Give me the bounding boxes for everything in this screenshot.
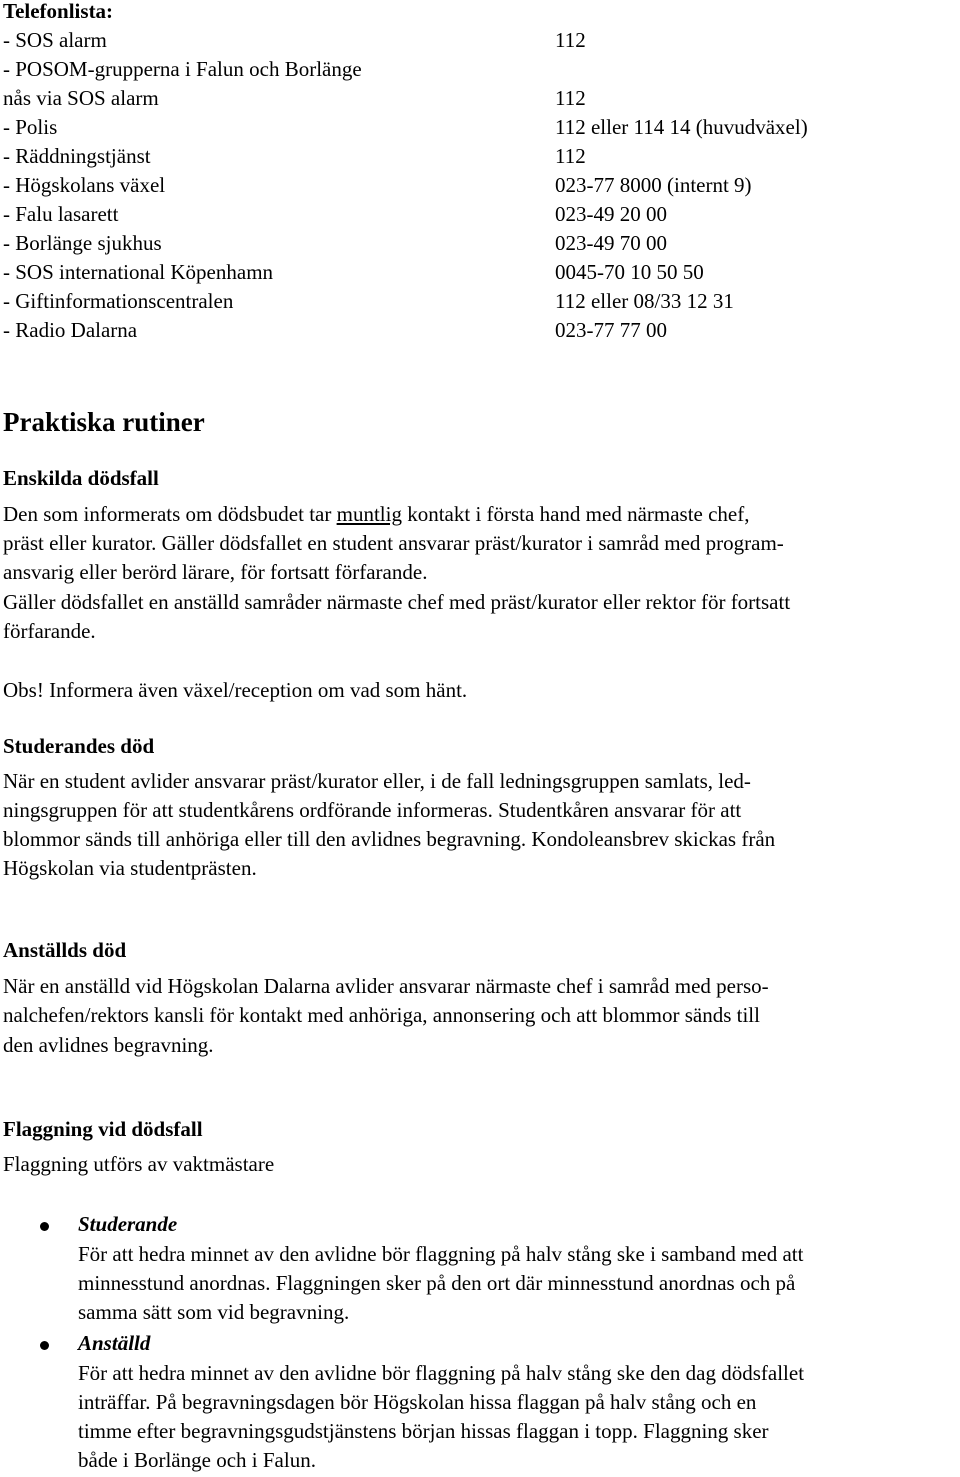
phone-row-name: - SOS alarm xyxy=(3,28,107,52)
employee-death-line: den avlidnes begravning. xyxy=(3,1033,214,1057)
phone-row-name: - POSOM-grupperna i Falun och Borlänge xyxy=(3,57,362,81)
individual-line: ansvarig eller berörd lärare, för fortsatt förfarande. xyxy=(3,560,428,584)
individual-heading: Enskilda dödsfall xyxy=(3,466,159,490)
bullet-icon xyxy=(40,1341,49,1350)
employee-death-line: När en anställd vid Högskolan Dalarna avlider ansvarar närmaste chef i samråd med perso- xyxy=(3,974,769,998)
phone-row-name: - SOS international Köpenhamn xyxy=(3,260,274,284)
phone-row-name: - Falu lasarett xyxy=(3,202,119,226)
flagging-heading: Flaggning vid dödsfall xyxy=(3,1117,203,1141)
employee-death-line: nalchefen/rektors kansli för kontakt med anhöriga, annonsering och att blommor sänds till xyxy=(3,1003,760,1027)
flagging-intro: Flaggning utförs av vaktmästare xyxy=(3,1152,275,1176)
flagging-item-line: minnesstund anordnas. Flaggningen sker på den ort där minnesstund anordnas och på xyxy=(78,1271,796,1295)
flagging-item-line: För att hedra minnet av den avlidne bör flaggning på halv stång ske i samband med att xyxy=(78,1242,804,1266)
flagging-item-line: både i Borlänge och i Falun. xyxy=(78,1448,316,1472)
individual-note: Obs! Informera även växel/reception om vad som hänt. xyxy=(3,678,468,702)
section-title: Praktiska rutiner xyxy=(3,407,205,437)
phone-row-name: - Högskolans växel xyxy=(3,173,166,197)
individual-line-text: kontakt i första hand med närmaste chef, xyxy=(401,502,750,526)
individual-line: Gäller dödsfallet en anställd samråder närmaste chef med präst/kurator eller rektor för fortsatt xyxy=(3,590,791,614)
student-death-line: blommor sänds till anhöriga eller till den avlidnes begravning. Kondoleansbrev skickas från xyxy=(3,827,776,851)
phone-row-number: 023-49 70 00 xyxy=(555,231,667,255)
student-death-heading: Studerandes död xyxy=(3,734,155,758)
emphasis-muntlig: muntlig xyxy=(336,502,402,526)
phone-row-name: - Borlänge sjukhus xyxy=(3,231,162,255)
phone-row-name: nås via SOS alarm xyxy=(3,86,159,110)
phone-row-number: 023-49 20 00 xyxy=(555,202,667,226)
phone-row-number: 0045-70 10 50 50 xyxy=(555,260,704,284)
student-death-line: När en student avlider ansvarar präst/kurator eller, i de fall ledningsgruppen samlats, led- xyxy=(3,769,751,793)
phone-row-name: - Giftinformationscentralen xyxy=(3,289,234,313)
individual-line: präst eller kurator. Gäller dödsfallet en student ansvarar präst/kurator i samråd med program- xyxy=(3,531,784,555)
phone-row-number: 112 xyxy=(555,144,586,168)
phone-row-name: - Räddningstjänst xyxy=(3,144,151,168)
flagging-item-line: samma sätt som vid begravning. xyxy=(78,1300,350,1324)
phone-row-number: 112 eller 114 14 (huvudväxel) xyxy=(555,115,808,139)
individual-line: förfarande. xyxy=(3,619,96,643)
flagging-item-label: Studerande xyxy=(78,1212,178,1236)
flagging-item-label: Anställd xyxy=(78,1331,151,1355)
individual-line-text: Den som informerats om dödsbudet tar xyxy=(3,502,337,526)
bullet-icon xyxy=(40,1222,49,1231)
phone-row-number: 023-77 8000 (internt 9) xyxy=(555,173,752,197)
flagging-item-line: timme efter begravningsgudstjänstens början hissas flaggan i topp. Flaggning sker xyxy=(78,1419,769,1443)
phone-row-number: 112 xyxy=(555,28,586,52)
employee-death-heading: Anställds död xyxy=(3,938,127,962)
student-death-line: ningsgruppen för att studentkårens ordförande informeras. Studentkåren ansvarar för att xyxy=(3,798,742,822)
flagging-item-line: inträffar. På begravningsdagen bör Högskolan hissa flaggan på halv stång och en xyxy=(78,1390,757,1414)
phone-row-number: 112 eller 08/33 12 31 xyxy=(555,289,734,313)
flagging-item-line: För att hedra minnet av den avlidne bör flaggning på halv stång ske den dag dödsfallet xyxy=(78,1361,805,1385)
phone-list-title: Telefonlista: xyxy=(3,0,114,23)
phone-row-number: 023-77 77 00 xyxy=(555,318,667,342)
phone-row-name: - Radio Dalarna xyxy=(3,318,138,342)
student-death-line: Högskolan via studentprästen. xyxy=(3,856,257,880)
phone-row-number: 112 xyxy=(555,86,586,110)
phone-row-name: - Polis xyxy=(3,115,58,139)
individual-line xyxy=(3,500,750,529)
